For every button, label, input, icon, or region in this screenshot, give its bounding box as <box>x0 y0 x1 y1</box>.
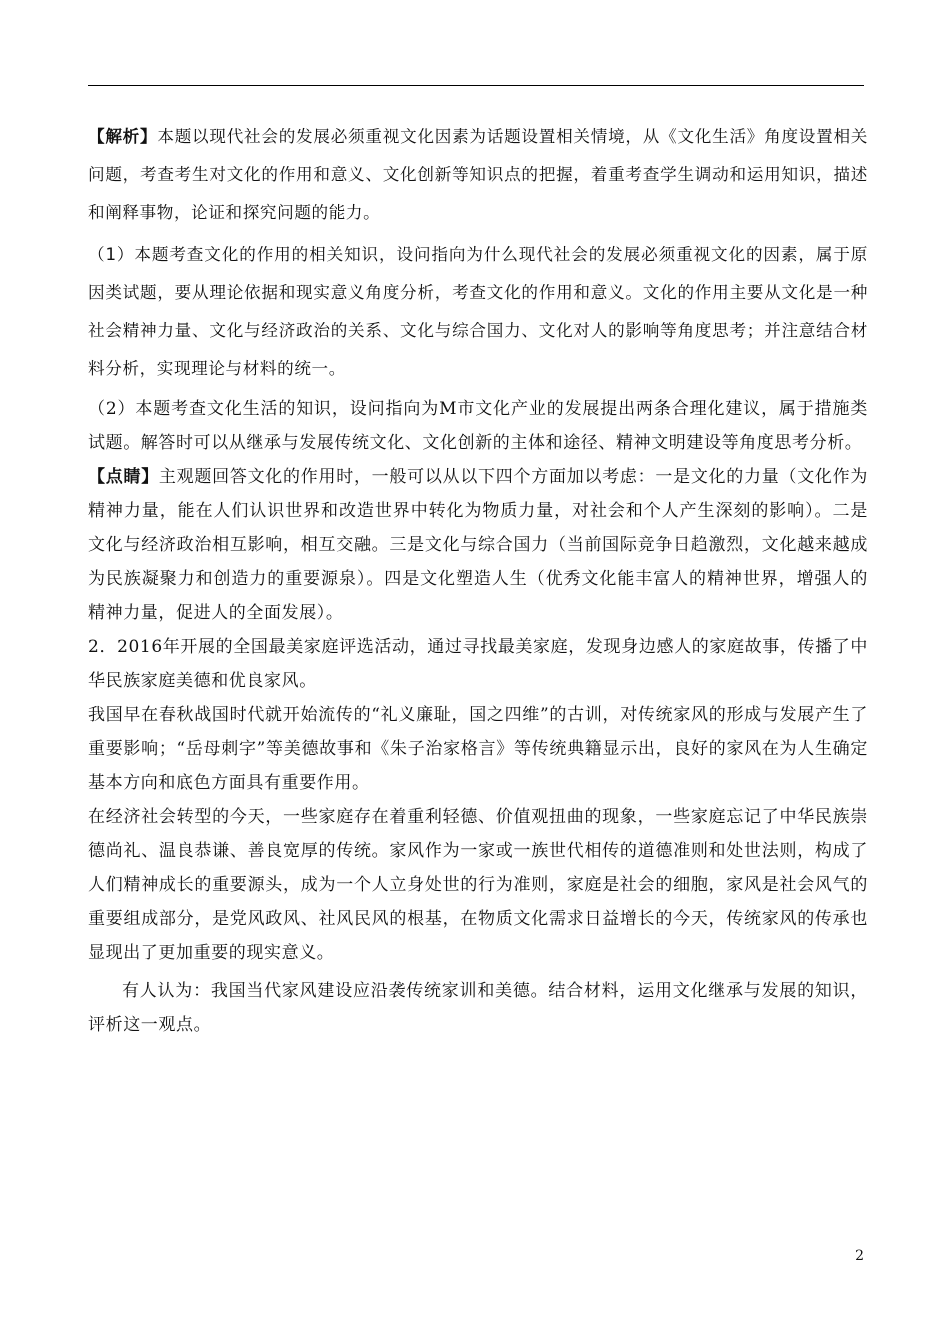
tip-tag: 【点睛】 <box>88 467 159 487</box>
tip-paragraph <box>88 460 868 630</box>
tip-text: 主观题回答文化的作用时，一般可以从以下四个方面加以考虑：一是文化的力量（文化作为精神力量，能在人们认识世界和改造世界中转化为物质力量，对社会和个人产生深刻的影响）。二是文化与经济政治相互影响，相互交融。三是文化与综合国力（当前国际竞争日趋激烈，文化越来越成为民族凝聚力和创造力的重要源泉）。四是文化塑造人生（优秀文化能丰富人的精神世界，增强人的精神力量，促进人的全面发展）。 <box>88 467 868 623</box>
question-2-task: 有人认为：我国当代家风建设应沿袭传统家训和美德。结合材料，运用文化继承与发展的知识，评析这一观点。 <box>88 981 868 1035</box>
point-2-paragraph: （2）本题考查文化生活的知识，设问指向为M市文化产业的发展提出两条合理化建议，属于措施类试题。解答时可以从继承与发展传统文化、文化创新的主体和途径、精神文明建设等角度思考分析。 <box>88 399 868 453</box>
header-rule <box>88 85 864 86</box>
question-2-material-2: 在经济社会转型的今天，一些家庭存在着重利轻德、价值观扭曲的现象，一些家庭忘记了中华民族崇德尚礼、温良恭谦、善良宽厚的传统。家风作为一家或一族世代相传的道德准则和处世法则，构成了人们精神成长的重要源头，成为一个人立身处世的行为准则，家庭是社会的细胞，家风是社会风气的重要组成部分，是党风政风、社风民风的根基，在物质文化需求日益增长的今天，传统家风的传承也显现出了更加重要的现实意义。 <box>88 807 868 963</box>
analysis-paragraph <box>88 118 868 232</box>
question-2-intro: 2．2016年开展的全国最美家庭评选活动，通过寻找最美家庭，发现身边感人的家庭故事，传播了中华民族家庭美德和优良家风。 <box>88 637 868 691</box>
analysis-tag: 【解析】 <box>88 127 158 146</box>
analysis-text: 本题以现代社会的发展必须重视文化因素为话题设置相关情境，从《文化生活》角度设置相关问题，考查考生对文化的作用和意义、文化创新等知识点的把握，着重考查学生调动和运用知识，描述和阐释事物，论证和探究问题的能力。 <box>88 127 868 222</box>
point-1-paragraph: （1）本题考查文化的作用的相关知识，设问指向为什么现代社会的发展必须重视文化的因素，属于原因类试题，要从理论依据和现实意义角度分析，考查文化的作用和意义。文化的作用主要从文化是一种社会精神力量、文化与经济政治的关系、文化与综合国力、文化对人的影响等角度思考；并注意结合材料分析，实现理论与材料的统一。 <box>88 245 868 378</box>
question-2-material-1: 我国早在春秋战国时代就开始流传的“礼义廉耻，国之四维”的古训，对传统家风的形成与发展产生了重要影响；“岳母刺字”等美德故事和《朱子治家格言》等传统典籍显示出，良好的家风在为人生确定基本方向和底色方面具有重要作用。 <box>88 705 868 793</box>
page-number: 2 <box>855 1248 864 1264</box>
document-body <box>88 118 868 1042</box>
